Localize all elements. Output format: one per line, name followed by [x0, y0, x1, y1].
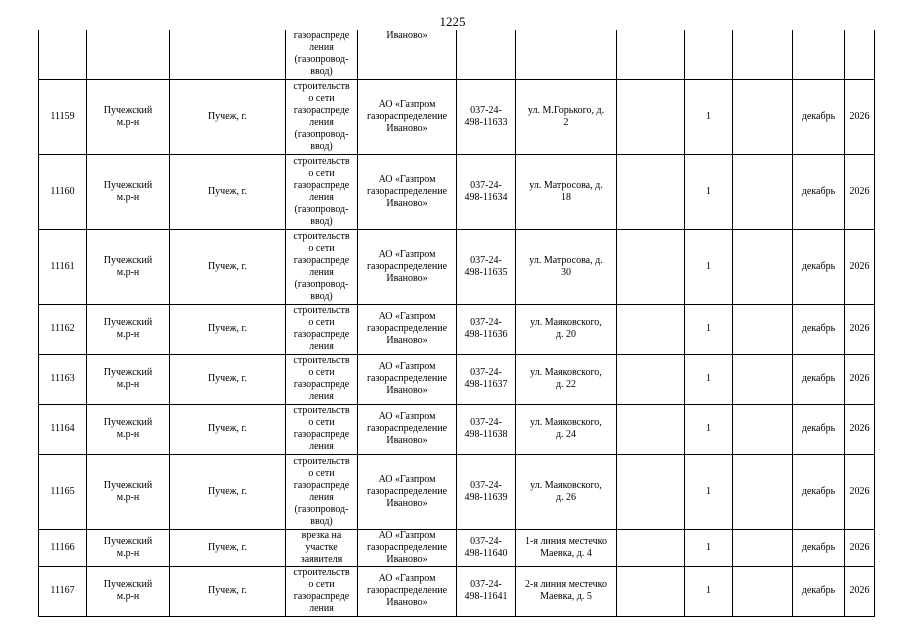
- district-line: м.р-н: [116, 491, 140, 503]
- cell-address: [516, 354, 617, 404]
- cell-qty: 1: [685, 304, 733, 354]
- district-line: м.р-н: [116, 266, 140, 278]
- cell-district: [87, 354, 170, 404]
- work-line: строительств: [293, 355, 350, 366]
- cell-work-type: [286, 404, 358, 454]
- code-line: 498-11639: [464, 491, 508, 503]
- cell-empty: [617, 454, 685, 529]
- work-line: о сети: [308, 317, 335, 328]
- district-line: Пучежский: [103, 317, 153, 328]
- org-line: Иваново»: [386, 385, 428, 396]
- cell-year: 2026: [845, 154, 875, 229]
- table-row: [39, 79, 875, 154]
- work-line: о сети: [308, 167, 335, 179]
- cell-work-type: [286, 154, 358, 229]
- cell-num: 11164: [39, 404, 87, 454]
- cell-year: 2026: [845, 354, 875, 404]
- address-line: ул. Маяковского,: [530, 367, 602, 378]
- cell-organization: [358, 404, 457, 454]
- cell-num: 11162: [39, 304, 87, 354]
- cell-qty: 1: [685, 529, 733, 566]
- cell-work-type: [286, 529, 358, 566]
- cell-district: [87, 529, 170, 566]
- code-line: 037-24-: [470, 104, 502, 116]
- work-line: (газопровод-: [294, 128, 349, 140]
- district-line: Пучежский: [103, 535, 153, 547]
- cell-num: 11160: [39, 154, 87, 229]
- code-line: 498-11634: [464, 191, 508, 203]
- cell-work-type: [286, 229, 358, 304]
- cell-address: [516, 529, 617, 566]
- district-line: м.р-н: [116, 191, 140, 203]
- cell-month: декабрь: [793, 304, 845, 354]
- cell-year: [845, 30, 875, 79]
- cell-work-type: [286, 354, 358, 404]
- address-line: ул. М.Горького, д.: [527, 104, 605, 116]
- work-line: ления: [309, 341, 334, 352]
- cell-empty: [733, 304, 793, 354]
- address-line: ул. Маяковского,: [530, 479, 602, 491]
- district-line: Пучежский: [103, 179, 153, 191]
- address-line: д. 24: [555, 429, 577, 440]
- org-line: газораспределение: [366, 541, 448, 553]
- code-line: 498-11638: [464, 429, 508, 440]
- table-row: [39, 566, 875, 616]
- cell-settlement: Пучеж, г.: [170, 529, 286, 566]
- cell-district: [87, 229, 170, 304]
- work-line: о сети: [308, 417, 335, 428]
- org-line: газораспределение: [366, 110, 448, 122]
- table-row: [39, 404, 875, 454]
- gas-connection-table: [38, 30, 875, 617]
- cell-month: декабрь: [793, 154, 845, 229]
- work-line: о сети: [308, 367, 335, 378]
- cell-empty: [733, 154, 793, 229]
- table-body: [39, 30, 875, 616]
- cell-empty: [733, 566, 793, 616]
- work-line: газораспреде: [293, 591, 350, 602]
- cell-work-type: [286, 30, 358, 79]
- work-line: строительств: [293, 455, 350, 467]
- cell-qty: 1: [685, 404, 733, 454]
- org-line: Иваново»: [386, 435, 428, 446]
- org-line: АО «Газпром: [378, 529, 436, 541]
- org-line: Иваново»: [386, 497, 428, 509]
- org-line: газораспределение: [366, 185, 448, 197]
- table-row: [39, 354, 875, 404]
- table-row: [39, 529, 875, 566]
- cell-num: [39, 30, 87, 79]
- code-line: 037-24-: [470, 317, 502, 328]
- org-line: АО «Газпром: [378, 411, 436, 422]
- address-line: 1-я линия местечко: [525, 535, 607, 547]
- cell-month: декабрь: [793, 404, 845, 454]
- work-line: ления: [309, 391, 334, 402]
- code-line: 037-24-: [470, 535, 502, 547]
- code-line: 037-24-: [470, 179, 502, 191]
- work-line: ввод): [310, 290, 333, 302]
- cell-address: [516, 566, 617, 616]
- cell-qty: 1: [685, 229, 733, 304]
- work-line: ввод): [310, 215, 333, 227]
- org-line: Иваново»: [386, 553, 428, 565]
- cell-organization: [358, 79, 457, 154]
- cell-empty: [617, 154, 685, 229]
- work-line: газораспреде: [293, 479, 350, 491]
- cell-code: [457, 454, 516, 529]
- code-line: 037-24-: [470, 417, 502, 428]
- cell-code: [457, 354, 516, 404]
- work-line: ления: [309, 42, 334, 53]
- cell-year: 2026: [845, 454, 875, 529]
- cell-work-type: [286, 454, 358, 529]
- work-line: ления: [309, 191, 334, 203]
- org-line: Иваново»: [386, 272, 428, 284]
- district-line: Пучежский: [103, 254, 153, 266]
- work-line: (газопровод-: [294, 203, 349, 215]
- work-line: о сети: [308, 242, 335, 254]
- cell-district: [87, 154, 170, 229]
- district-line: Пучежский: [103, 417, 153, 428]
- code-line: 498-11635: [464, 266, 508, 278]
- district-line: м.р-н: [116, 429, 140, 440]
- page-number: 1225: [439, 14, 466, 29]
- code-line: 498-11641: [464, 591, 508, 602]
- work-line: (газопровод-: [294, 503, 349, 515]
- cell-address: [516, 79, 617, 154]
- cell-empty: [733, 454, 793, 529]
- cell-district: [87, 566, 170, 616]
- work-line: строительств: [293, 305, 350, 316]
- cell-code: [457, 404, 516, 454]
- cell-code: [457, 529, 516, 566]
- cell-empty: [617, 30, 685, 79]
- cell-empty: [733, 529, 793, 566]
- cell-month: декабрь: [793, 229, 845, 304]
- address-line: Маевка, д. 5: [540, 591, 592, 602]
- table-row: [39, 229, 875, 304]
- work-line: строительств: [293, 230, 350, 242]
- cell-year: 2026: [845, 304, 875, 354]
- table-row-continuation: [39, 30, 875, 79]
- cell-code: [457, 229, 516, 304]
- table-row: [39, 304, 875, 354]
- cell-organization: [358, 354, 457, 404]
- cell-organization: [358, 30, 457, 79]
- cell-empty: [617, 229, 685, 304]
- cell-code: [457, 304, 516, 354]
- address-line: ул. Маяковского,: [530, 317, 602, 328]
- cell-organization: [358, 566, 457, 616]
- work-line: (газопровод-: [294, 278, 349, 290]
- org-line: Иваново»: [386, 122, 428, 134]
- cell-work-type: [286, 304, 358, 354]
- table-row: [39, 454, 875, 529]
- cell-qty: 1: [685, 566, 733, 616]
- org-line: газораспределение: [366, 323, 448, 334]
- work-line: газораспреде: [293, 104, 350, 116]
- org-line: Иваново»: [386, 335, 428, 346]
- work-line: ления: [309, 266, 334, 278]
- cell-empty: [617, 566, 685, 616]
- address-line: 2: [563, 116, 569, 128]
- work-line: ввод): [310, 66, 333, 77]
- org-line: АО «Газпром: [378, 98, 436, 110]
- cell-num: 11159: [39, 79, 87, 154]
- org-line: газораспределение: [366, 373, 448, 384]
- org-line: газораспределение: [366, 485, 448, 497]
- cell-address: [516, 30, 617, 79]
- code-line: 498-11636: [464, 329, 508, 340]
- cell-empty: [617, 354, 685, 404]
- cell-code: [457, 566, 516, 616]
- district-line: м.р-н: [116, 329, 140, 340]
- cell-empty: [733, 354, 793, 404]
- work-line: о сети: [308, 579, 335, 590]
- org-line: АО «Газпром: [378, 173, 436, 185]
- cell-year: 2026: [845, 529, 875, 566]
- cell-address: [516, 404, 617, 454]
- org-line: Иваново»: [386, 30, 428, 41]
- cell-organization: [358, 529, 457, 566]
- org-line: газораспределение: [366, 260, 448, 272]
- cell-year: 2026: [845, 566, 875, 616]
- work-line: о сети: [308, 467, 335, 479]
- cell-organization: [358, 229, 457, 304]
- cell-empty: [617, 529, 685, 566]
- address-line: ул. Матросова, д.: [529, 254, 603, 266]
- org-line: Иваново»: [386, 197, 428, 209]
- cell-code: [457, 30, 516, 79]
- cell-month: [793, 30, 845, 79]
- work-line: строительств: [293, 155, 350, 167]
- cell-empty: [733, 229, 793, 304]
- cell-address: [516, 454, 617, 529]
- cell-qty: [685, 30, 733, 79]
- cell-qty: 1: [685, 154, 733, 229]
- code-line: 037-24-: [470, 479, 502, 491]
- district-line: м.р-н: [116, 379, 140, 390]
- work-line: о сети: [308, 92, 335, 104]
- cell-code: [457, 154, 516, 229]
- cell-organization: [358, 304, 457, 354]
- district-line: м.р-н: [116, 116, 140, 128]
- org-line: АО «Газпром: [378, 311, 436, 322]
- address-line: 30: [561, 266, 571, 278]
- address-line: Маевка, д. 4: [540, 547, 592, 559]
- cell-district: [87, 404, 170, 454]
- cell-num: 11167: [39, 566, 87, 616]
- address-line: 2-я линия местечко: [525, 579, 607, 590]
- work-line: (газопровод-: [294, 54, 349, 65]
- district-line: Пучежский: [103, 579, 153, 590]
- cell-organization: [358, 154, 457, 229]
- cell-year: 2026: [845, 229, 875, 304]
- cell-num: 11161: [39, 229, 87, 304]
- work-line: заявителя: [300, 553, 343, 565]
- cell-qty: 1: [685, 354, 733, 404]
- cell-organization: [358, 454, 457, 529]
- work-line: ления: [309, 603, 334, 614]
- cell-qty: 1: [685, 79, 733, 154]
- address-line: д. 22: [555, 379, 577, 390]
- cell-empty: [617, 304, 685, 354]
- work-line: ввод): [310, 515, 333, 527]
- code-line: 037-24-: [470, 254, 502, 266]
- org-line: АО «Газпром: [378, 248, 436, 260]
- work-line: участке: [305, 541, 338, 553]
- district-line: м.р-н: [116, 591, 140, 602]
- cell-month: декабрь: [793, 566, 845, 616]
- cell-settlement: Пучеж, г.: [170, 229, 286, 304]
- district-line: Пучежский: [103, 479, 153, 491]
- code-line: 498-11640: [464, 547, 508, 559]
- address-line: д. 20: [555, 329, 577, 340]
- work-line: газораспреде: [293, 254, 350, 266]
- work-line: ления: [309, 491, 334, 503]
- cell-num: 11163: [39, 354, 87, 404]
- address-line: ул. Маяковского,: [530, 417, 602, 428]
- code-line: 037-24-: [470, 579, 502, 590]
- cell-code: [457, 79, 516, 154]
- cell-empty: [617, 404, 685, 454]
- work-line: ления: [309, 441, 334, 452]
- code-line: 037-24-: [470, 367, 502, 378]
- work-line: газораспреде: [293, 329, 350, 340]
- code-line: 498-11637: [464, 379, 508, 390]
- cell-work-type: [286, 566, 358, 616]
- district-line: Пучежский: [103, 104, 153, 116]
- cell-district: [87, 304, 170, 354]
- cell-empty: [733, 404, 793, 454]
- cell-settlement: Пучеж, г.: [170, 566, 286, 616]
- work-line: газораспреде: [293, 179, 350, 191]
- cell-month: декабрь: [793, 529, 845, 566]
- cell-settlement: Пучеж, г.: [170, 454, 286, 529]
- cell-month: декабрь: [793, 79, 845, 154]
- work-line: ввод): [310, 140, 333, 152]
- work-line: врезка на: [301, 529, 342, 541]
- cell-month: декабрь: [793, 454, 845, 529]
- cell-address: [516, 304, 617, 354]
- work-line: газораспреде: [293, 429, 350, 440]
- work-line: строительств: [293, 80, 350, 92]
- cell-num: 11166: [39, 529, 87, 566]
- cell-num: 11165: [39, 454, 87, 529]
- cell-empty: [733, 30, 793, 79]
- work-line: газораспреде: [293, 379, 350, 390]
- cell-month: декабрь: [793, 354, 845, 404]
- district-line: м.р-н: [116, 547, 140, 559]
- work-line: строительств: [293, 567, 350, 578]
- cell-empty: [617, 79, 685, 154]
- cell-year: 2026: [845, 404, 875, 454]
- cell-empty: [733, 79, 793, 154]
- district-line: Пучежский: [103, 367, 153, 378]
- cell-district: [87, 30, 170, 79]
- org-line: Иваново»: [386, 597, 428, 608]
- address-line: 18: [561, 191, 571, 203]
- cell-year: 2026: [845, 79, 875, 154]
- table-row: [39, 154, 875, 229]
- work-line: ления: [309, 116, 334, 128]
- cell-work-type: [286, 79, 358, 154]
- org-line: газораспределение: [366, 423, 448, 434]
- address-line: д. 26: [555, 491, 577, 503]
- cell-district: [87, 79, 170, 154]
- cell-qty: 1: [685, 454, 733, 529]
- cell-settlement: Пучеж, г.: [170, 154, 286, 229]
- code-line: 498-11633: [464, 116, 508, 128]
- cell-settlement: Пучеж, г.: [170, 79, 286, 154]
- cell-address: [516, 154, 617, 229]
- cell-settlement: [170, 30, 286, 79]
- cell-settlement: Пучеж, г.: [170, 354, 286, 404]
- org-line: газораспределение: [366, 585, 448, 596]
- cell-district: [87, 454, 170, 529]
- org-line: АО «Газпром: [378, 361, 436, 372]
- work-line: строительств: [293, 405, 350, 416]
- cell-settlement: Пучеж, г.: [170, 304, 286, 354]
- org-line: АО «Газпром: [378, 473, 436, 485]
- org-line: АО «Газпром: [378, 573, 436, 584]
- address-line: ул. Матросова, д.: [529, 179, 603, 191]
- work-line: газораспреде: [293, 30, 350, 41]
- cell-settlement: Пучеж, г.: [170, 404, 286, 454]
- cell-address: [516, 229, 617, 304]
